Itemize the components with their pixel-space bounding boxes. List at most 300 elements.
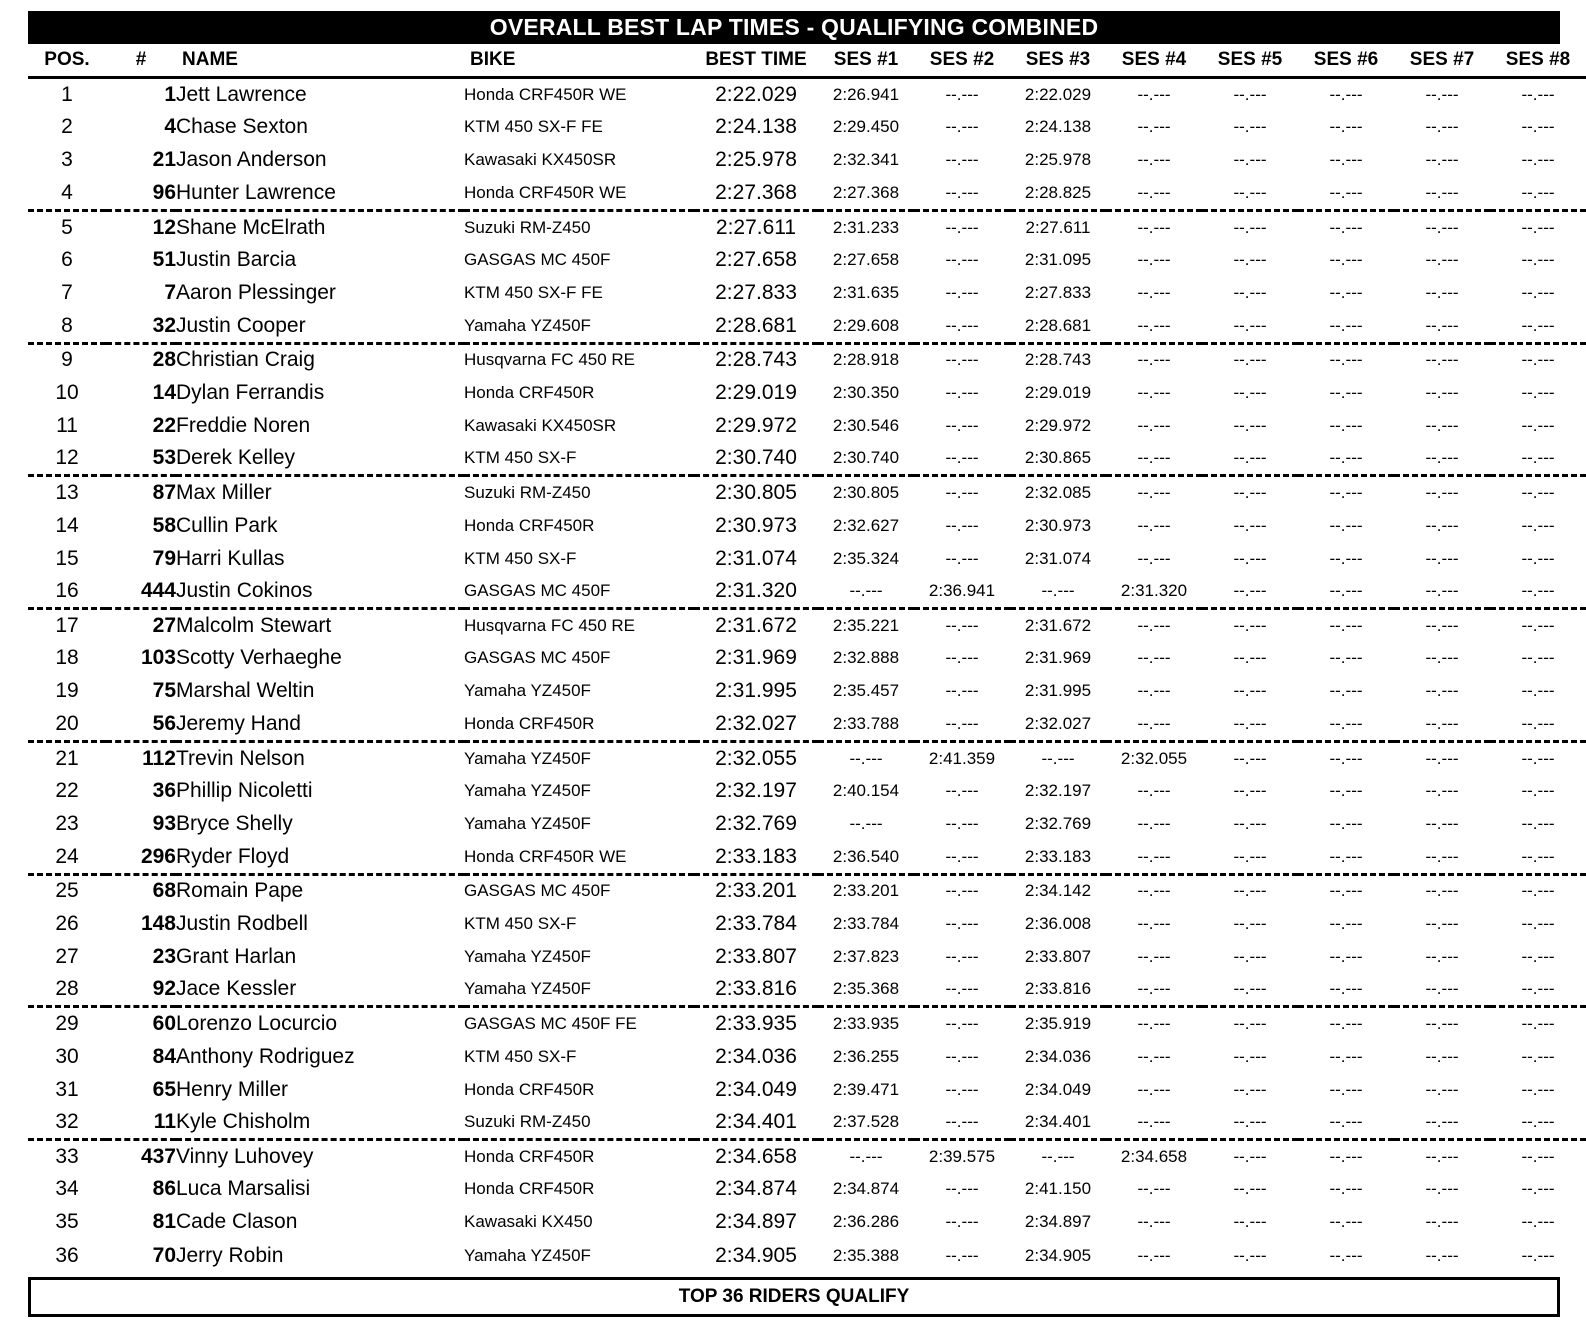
cell-pos: 30 (55, 1044, 79, 1068)
cell-best-time: 2:29.019 (715, 380, 797, 404)
cell-ses8: --.--- (1521, 1212, 1555, 1232)
column-header-ses2: SES #2 (914, 44, 1010, 78)
cell-ses2: --.--- (945, 1014, 979, 1034)
cell-ses7: --.--- (1425, 615, 1459, 635)
cell-ses3: 2:27.833 (1024, 283, 1092, 303)
cell-pos: 33 (55, 1144, 79, 1168)
cell-pos: 3 (61, 148, 73, 172)
cell-bike: KTM 450 SX-F (464, 548, 577, 568)
cell-ses2: --.--- (945, 1179, 979, 1199)
cell-ses7: --.--- (1425, 1014, 1459, 1034)
cell-ses2: 2:41.359 (928, 748, 996, 768)
cell-ses3: 2:34.905 (1024, 1245, 1092, 1265)
cell-pos: 2 (61, 115, 73, 139)
cell-number: 12 (152, 215, 176, 239)
column-header-name: NAME (176, 44, 464, 78)
cell-number: 22 (152, 413, 176, 437)
cell-ses1: 2:35.324 (832, 548, 900, 568)
cell-ses8: --.--- (1521, 350, 1555, 370)
cell-ses3: 2:24.138 (1024, 117, 1092, 137)
table-row (28, 1106, 1586, 1139)
cell-ses6: --.--- (1329, 648, 1363, 668)
cell-ses6: --.--- (1329, 217, 1363, 237)
cell-best-time: 2:34.874 (715, 1177, 797, 1201)
cell-number: 86 (152, 1177, 176, 1201)
cell-number: 7 (164, 281, 176, 305)
cell-ses4: --.--- (1137, 648, 1171, 668)
cell-ses6: --.--- (1329, 117, 1363, 137)
cell-ses4: --.--- (1106, 1106, 1202, 1139)
cell-ses3: 2:35.919 (1024, 1014, 1092, 1034)
cell-ses7: --.--- (1394, 310, 1490, 343)
cell-best-time: 2:34.658 (715, 1144, 797, 1168)
cell-ses3: 2:34.401 (1010, 1106, 1106, 1139)
cell-ses1: 2:35.221 (832, 615, 900, 635)
cell-ses6: --.--- (1329, 250, 1363, 270)
cell-ses2: --.--- (914, 974, 1010, 1007)
cell-number: 79 (152, 546, 176, 570)
cell-ses5: --.--- (1233, 515, 1267, 535)
cell-bike: Suzuki RM-Z450 (464, 1106, 694, 1139)
cell-ses4: --.--- (1137, 415, 1171, 435)
cell-ses8: --.--- (1490, 310, 1586, 343)
cell-bike: Honda CRF450R (464, 1146, 595, 1166)
cell-ses1: 2:30.546 (832, 415, 900, 435)
cell-best-time: 2:31.672 (715, 613, 797, 637)
cell-ses8: --.--- (1521, 748, 1555, 768)
cell-ses4: --.--- (1137, 881, 1171, 901)
cell-name: Jeremy Hand (176, 708, 464, 741)
table-row (28, 874, 1586, 907)
cell-ses6: --.--- (1329, 150, 1363, 170)
cell-ses1: 2:35.368 (818, 974, 914, 1007)
cell-ses4: --.--- (1106, 708, 1202, 741)
cell-bike: Honda CRF450R WE (464, 177, 694, 210)
cell-ses3: 2:32.085 (1024, 483, 1092, 503)
cell-ses8: --.--- (1521, 648, 1555, 668)
cell-ses6: --.--- (1329, 483, 1363, 503)
cell-pos: 14 (55, 513, 79, 537)
cell-ses6: --.--- (1329, 283, 1363, 303)
table-row (28, 78, 1586, 111)
cell-ses6: --.--- (1329, 350, 1363, 370)
table-row (28, 1073, 1586, 1106)
cell-name: Justin Rodbell (176, 911, 308, 935)
cell-ses4: --.--- (1137, 1245, 1171, 1265)
cell-pos: 11 (56, 413, 78, 437)
table-row (28, 1040, 1586, 1073)
cell-pos: 34 (55, 1177, 79, 1201)
cell-ses3: 2:33.816 (1010, 974, 1106, 1007)
cell-bike: GASGAS MC 450F (464, 250, 611, 270)
cell-ses1: 2:37.528 (818, 1106, 914, 1139)
cell-ses3: --.--- (1041, 748, 1075, 768)
cell-bike: KTM 450 SX-F (464, 443, 694, 476)
cell-ses7: --.--- (1425, 814, 1459, 834)
cell-bike: KTM 450 SX-F FE (464, 117, 603, 137)
cell-ses5: --.--- (1202, 841, 1298, 874)
table-header (28, 44, 1586, 78)
cell-ses2: --.--- (945, 1079, 979, 1099)
table-row (28, 1007, 1586, 1040)
cell-best-time: 2:31.320 (694, 575, 818, 608)
cell-ses2: --.--- (945, 250, 979, 270)
cell-best-time: 2:31.969 (715, 646, 797, 670)
cell-best-time: 2:24.138 (715, 115, 797, 139)
cell-name: Romain Pape (176, 879, 304, 903)
cell-ses7: --.--- (1394, 1106, 1490, 1139)
cell-ses4: --.--- (1137, 1046, 1171, 1066)
cell-ses7: --.--- (1394, 443, 1490, 476)
cell-ses4: 2:32.055 (1120, 748, 1188, 768)
cell-ses2: --.--- (945, 1046, 979, 1066)
cell-ses8: --.--- (1521, 1179, 1555, 1199)
cell-ses2: --.--- (945, 150, 979, 170)
cell-ses2: --.--- (945, 913, 979, 933)
cell-number: 56 (106, 708, 176, 741)
cell-pos: 27 (55, 944, 79, 968)
cell-ses7: --.--- (1425, 1079, 1459, 1099)
cell-name: Grant Harlan (176, 944, 297, 968)
table-row (28, 243, 1586, 276)
table-row (28, 741, 1586, 774)
cell-name: Kyle Chisholm (176, 1106, 464, 1139)
cell-ses7: --.--- (1425, 1212, 1459, 1232)
cell-ses8: --.--- (1490, 841, 1586, 874)
cell-ses4: --.--- (1137, 615, 1171, 635)
cell-name: Scotty Verhaeghe (176, 646, 342, 670)
table-row (28, 210, 1586, 243)
cell-ses6: --.--- (1298, 575, 1394, 608)
cell-ses6: --.--- (1329, 382, 1363, 402)
cell-name: Justin Cokinos (176, 575, 464, 608)
cell-best-time: 2:28.681 (694, 310, 818, 343)
cell-ses2: --.--- (945, 515, 979, 535)
cell-name: Malcolm Stewart (176, 613, 332, 637)
cell-ses7: --.--- (1425, 150, 1459, 170)
table-row (28, 111, 1586, 144)
cell-best-time: 2:34.905 (715, 1243, 797, 1267)
cell-ses6: --.--- (1329, 415, 1363, 435)
cell-ses7: --.--- (1425, 283, 1459, 303)
cell-best-time: 2:33.807 (715, 944, 797, 968)
cell-ses3: 2:28.681 (1010, 310, 1106, 343)
cell-number: 84 (152, 1044, 176, 1068)
table-row (28, 376, 1586, 409)
cell-number: 65 (152, 1077, 176, 1101)
cell-ses3: 2:31.095 (1024, 250, 1092, 270)
cell-ses2: --.--- (945, 415, 979, 435)
cell-ses4: --.--- (1106, 310, 1202, 343)
cell-ses6: --.--- (1329, 814, 1363, 834)
cell-ses7: --.--- (1394, 177, 1490, 210)
cell-number: 23 (152, 944, 176, 968)
table-row (28, 907, 1586, 940)
cell-bike: Yamaha YZ450F (464, 814, 591, 834)
table-row (28, 774, 1586, 807)
cell-number: 4 (164, 115, 176, 139)
cell-ses3: 2:29.972 (1024, 415, 1092, 435)
cell-ses6: --.--- (1329, 548, 1363, 568)
cell-ses5: --.--- (1233, 881, 1267, 901)
cell-ses1: 2:32.627 (832, 515, 900, 535)
cell-ses7: --.--- (1425, 1046, 1459, 1066)
cell-bike: Honda CRF450R (464, 382, 595, 402)
cell-pos: 15 (55, 546, 79, 570)
cell-bike: Suzuki RM-Z450 (464, 217, 591, 237)
cell-number: 70 (152, 1243, 176, 1267)
cell-bike: Yamaha YZ450F (464, 974, 694, 1007)
cell-ses1: 2:28.918 (832, 350, 900, 370)
cell-ses7: --.--- (1425, 415, 1459, 435)
cell-ses3: 2:36.008 (1024, 913, 1092, 933)
cell-ses5: --.--- (1233, 1245, 1267, 1265)
table-row (28, 1206, 1586, 1239)
cell-ses2: --.--- (945, 84, 979, 104)
cell-ses8: --.--- (1521, 615, 1555, 635)
cell-ses1: 2:26.941 (832, 84, 900, 104)
cell-ses8: --.--- (1521, 217, 1555, 237)
table-row (28, 642, 1586, 675)
cell-number: 112 (142, 746, 176, 770)
table-row (28, 1173, 1586, 1206)
cell-ses5: --.--- (1202, 974, 1298, 1007)
cell-ses2: --.--- (945, 814, 979, 834)
cell-ses7: --.--- (1425, 913, 1459, 933)
cell-ses4: --.--- (1137, 548, 1171, 568)
cell-name: Cade Clason (176, 1210, 298, 1234)
cell-number: 32 (106, 310, 176, 343)
cell-number: 58 (152, 513, 176, 537)
cell-ses1: 2:35.457 (832, 681, 900, 701)
cell-name: Justin Barcia (176, 248, 297, 272)
cell-name: Cullin Park (176, 513, 278, 537)
cell-ses6: --.--- (1329, 615, 1363, 635)
cell-bike: Kawasaki KX450SR (464, 150, 617, 170)
cell-ses8: --.--- (1521, 1046, 1555, 1066)
cell-ses6: --.--- (1329, 881, 1363, 901)
cell-ses7: --.--- (1425, 1179, 1459, 1199)
table-row (28, 841, 1586, 874)
cell-ses3: 2:32.197 (1024, 781, 1092, 801)
cell-ses5: --.--- (1233, 250, 1267, 270)
cell-best-time: 2:34.897 (715, 1210, 797, 1234)
cell-ses6: --.--- (1298, 841, 1394, 874)
cell-ses6: --.--- (1329, 1046, 1363, 1066)
cell-ses1: 2:37.823 (832, 946, 900, 966)
cell-pos: 32 (28, 1106, 106, 1139)
table-row (28, 1140, 1586, 1173)
cell-ses2: --.--- (945, 483, 979, 503)
cell-ses3: 2:28.743 (1024, 350, 1092, 370)
cell-ses8: --.--- (1521, 483, 1555, 503)
cell-name: Shane McElrath (176, 215, 326, 239)
cell-number: 14 (152, 380, 176, 404)
cell-bike: Kawasaki KX450SR (464, 415, 617, 435)
cell-ses6: --.--- (1298, 443, 1394, 476)
cell-ses6: --.--- (1329, 1014, 1363, 1034)
cell-ses5: --.--- (1233, 748, 1267, 768)
cell-ses5: --.--- (1233, 548, 1267, 568)
cell-ses7: --.--- (1425, 1245, 1459, 1265)
cell-number: 27 (152, 613, 176, 637)
cell-pos: 13 (55, 481, 79, 505)
cell-ses4: --.--- (1106, 177, 1202, 210)
cell-ses8: --.--- (1490, 974, 1586, 1007)
cell-best-time: 2:25.978 (715, 148, 797, 172)
cell-ses2: 2:39.575 (928, 1146, 996, 1166)
cell-ses8: --.--- (1521, 84, 1555, 104)
cell-ses1: --.--- (818, 575, 914, 608)
cell-number: 148 (140, 911, 176, 935)
cell-pos: 26 (55, 911, 79, 935)
cell-ses7: --.--- (1425, 748, 1459, 768)
cell-pos: 1 (61, 82, 73, 106)
cell-ses1: 2:27.368 (818, 177, 914, 210)
page-title: OVERALL BEST LAP TIMES - QUALIFYING COMBINED (28, 11, 1560, 44)
cell-ses4: 2:34.658 (1120, 1146, 1188, 1166)
cell-pos: 8 (28, 310, 106, 343)
cell-ses5: --.--- (1233, 150, 1267, 170)
cell-pos: 21 (55, 746, 79, 770)
cell-best-time: 2:27.368 (694, 177, 818, 210)
cell-ses5: --.--- (1202, 708, 1298, 741)
table-body (28, 78, 1586, 1273)
cell-pos: 6 (61, 248, 73, 272)
cell-pos: 25 (55, 879, 79, 903)
column-header-pos: POS. (28, 44, 106, 78)
cell-best-time: 2:28.743 (715, 348, 797, 372)
cell-name: Dylan Ferrandis (176, 380, 325, 404)
table-row (28, 1239, 1586, 1272)
cell-pos: 17 (55, 613, 79, 637)
cell-ses2: --.--- (945, 946, 979, 966)
table-row (28, 542, 1586, 575)
cell-best-time: 2:33.201 (715, 879, 797, 903)
cell-pos: 31 (55, 1077, 79, 1101)
cell-ses3: 2:32.769 (1024, 814, 1092, 834)
cell-ses2: --.--- (945, 648, 979, 668)
cell-ses8: --.--- (1490, 708, 1586, 741)
cell-pos: 23 (55, 812, 79, 836)
cell-ses8: --.--- (1521, 814, 1555, 834)
cell-ses2: --.--- (945, 283, 979, 303)
cell-best-time: 2:33.183 (694, 841, 818, 874)
cell-ses6: --.--- (1329, 1245, 1363, 1265)
cell-bike: KTM 450 SX-F (464, 913, 577, 933)
cell-bike: Honda CRF450R WE (464, 84, 627, 104)
cell-ses7: --.--- (1394, 841, 1490, 874)
cell-ses8: --.--- (1521, 515, 1555, 535)
cell-ses8: --.--- (1490, 1106, 1586, 1139)
cell-bike: GASGAS MC 450F (464, 648, 611, 668)
cell-bike: Honda CRF450R (464, 515, 595, 535)
cell-ses5: --.--- (1202, 1106, 1298, 1139)
cell-ses5: --.--- (1233, 1212, 1267, 1232)
cell-ses5: --.--- (1233, 1046, 1267, 1066)
cell-ses1: 2:29.450 (832, 117, 900, 137)
cell-number: 103 (140, 646, 176, 670)
cell-name: Chase Sexton (176, 115, 308, 139)
table-row (28, 575, 1586, 608)
cell-ses6: --.--- (1329, 946, 1363, 966)
cell-ses7: --.--- (1425, 515, 1459, 535)
cell-bike: Yamaha YZ450F (464, 781, 591, 801)
cell-ses2: --.--- (914, 1106, 1010, 1139)
cell-name: Bryce Shelly (176, 812, 293, 836)
cell-ses4: --.--- (1137, 283, 1171, 303)
cell-best-time: 2:31.074 (715, 546, 797, 570)
cell-ses7: --.--- (1394, 575, 1490, 608)
table-row (28, 609, 1586, 642)
column-header-number: # (106, 44, 176, 78)
table-row (28, 476, 1586, 509)
column-header-ses5: SES #5 (1202, 44, 1298, 78)
cell-ses4: --.--- (1137, 946, 1171, 966)
cell-ses5: --.--- (1233, 350, 1267, 370)
table-row (28, 343, 1586, 376)
cell-name: Hunter Lawrence (176, 177, 464, 210)
cell-ses6: --.--- (1329, 1212, 1363, 1232)
cell-ses2: --.--- (945, 548, 979, 568)
cell-ses3: 2:25.978 (1024, 150, 1092, 170)
cell-best-time: 2:29.972 (715, 413, 797, 437)
cell-best-time: 2:32.055 (715, 746, 797, 770)
cell-ses6: --.--- (1329, 1179, 1363, 1199)
cell-ses8: --.--- (1521, 681, 1555, 701)
cell-ses5: --.--- (1233, 84, 1267, 104)
cell-pos: 12 (28, 443, 106, 476)
cell-ses1: 2:33.201 (832, 881, 900, 901)
cell-ses8: --.--- (1521, 781, 1555, 801)
table-row (28, 675, 1586, 708)
cell-pos: 18 (55, 646, 79, 670)
cell-pos: 24 (28, 841, 106, 874)
cell-pos: 29 (55, 1012, 79, 1036)
cell-ses4: --.--- (1137, 913, 1171, 933)
cell-number: 92 (106, 974, 176, 1007)
cell-ses6: --.--- (1329, 913, 1363, 933)
table-row (28, 277, 1586, 310)
cell-ses7: --.--- (1425, 483, 1459, 503)
cell-ses1: 2:36.540 (818, 841, 914, 874)
cell-ses3: 2:31.995 (1024, 681, 1092, 701)
cell-best-time: 2:27.611 (715, 215, 797, 239)
cell-bike: Yamaha YZ450F (464, 310, 694, 343)
cell-ses5: --.--- (1233, 913, 1267, 933)
cell-ses8: --.--- (1521, 1245, 1555, 1265)
cell-ses6: --.--- (1329, 84, 1363, 104)
cell-ses3: 2:34.049 (1024, 1079, 1092, 1099)
column-header-best-time: BEST TIME (694, 44, 818, 78)
cell-ses4: --.--- (1137, 217, 1171, 237)
cell-name: Jerry Robin (176, 1243, 284, 1267)
cell-ses2: --.--- (945, 881, 979, 901)
column-header-ses6: SES #6 (1298, 44, 1394, 78)
cell-ses5: --.--- (1233, 1179, 1267, 1199)
cell-bike: Honda CRF450R (464, 1079, 595, 1099)
cell-ses4: --.--- (1137, 250, 1171, 270)
cell-best-time: 2:22.029 (715, 82, 797, 106)
cell-ses4: --.--- (1137, 681, 1171, 701)
cell-ses3: 2:22.029 (1024, 84, 1092, 104)
cell-best-time: 2:30.740 (694, 443, 818, 476)
cell-best-time: 2:33.816 (694, 974, 818, 1007)
cell-name: Justin Cooper (176, 310, 464, 343)
cell-bike: Honda CRF450R WE (464, 841, 694, 874)
cell-ses1: 2:36.286 (832, 1212, 900, 1232)
cell-number: 444 (106, 575, 176, 608)
